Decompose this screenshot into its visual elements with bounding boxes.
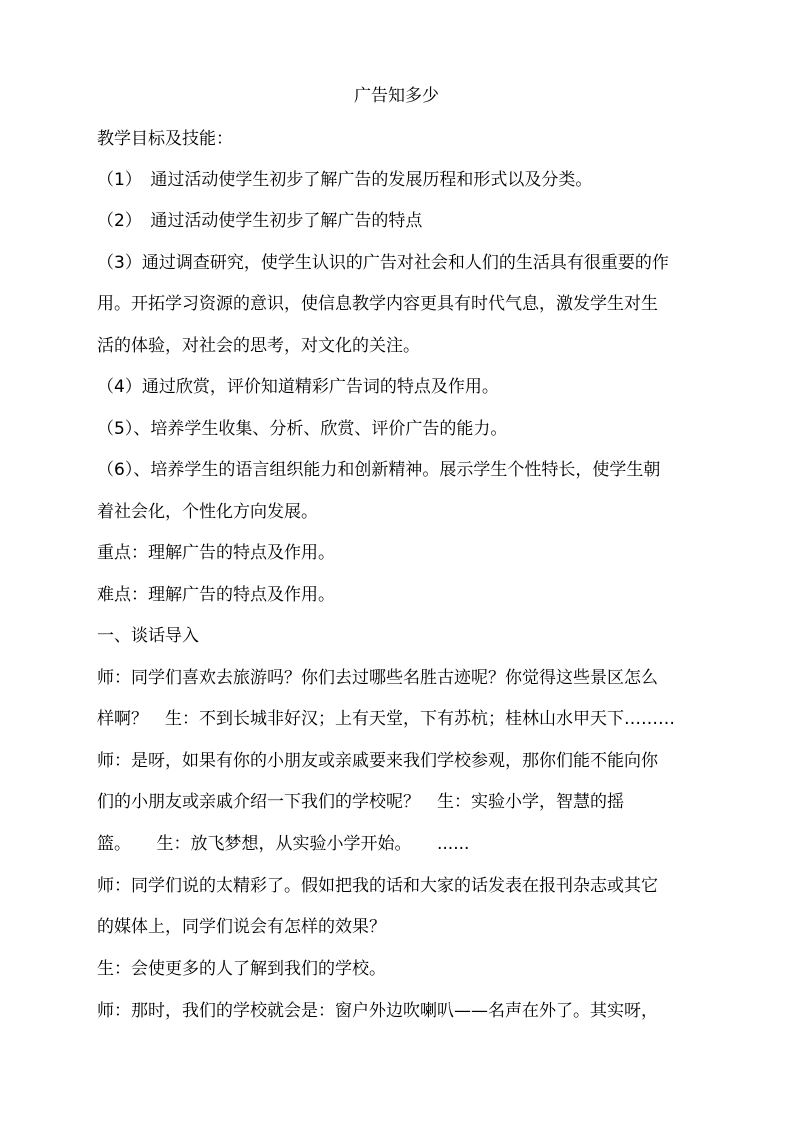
text-line: 样啊？ 生：不到长城非好汉；上有天堂，下有苏杭；桂林山水甲天下……… bbox=[97, 709, 675, 729]
text-line: 着社会化，个性化方向发展。 bbox=[97, 502, 318, 522]
text-line: 师：同学们喜欢去旅游吗？你们去过哪些名胜古迹呢？你觉得这些景区怎么 bbox=[97, 668, 658, 688]
text-line: （4）通过欣赏，评价知道精彩广告词的特点及作用。 bbox=[97, 377, 499, 397]
text-line: （5）、培养学生收集、分析、欣赏、评价广告的能力。 bbox=[97, 419, 508, 439]
document-title: 广告知多少 bbox=[354, 86, 439, 106]
text-line: 篮。 生：放飞梦想，从实验小学开始。 ...... bbox=[97, 834, 470, 854]
text-line: 们的小朋友或亲戚介绍一下我们的学校呢？ 生：实验小学，智慧的摇 bbox=[97, 792, 624, 812]
section-heading: 一、谈话导入 bbox=[97, 626, 199, 646]
text-line: 教学目标及技能： bbox=[97, 129, 233, 149]
text-line: （6）、培养学生的语言组织能力和创新精神。展示学生个性特长，使学生朝 bbox=[97, 460, 661, 480]
text-line: 用。开拓学习资源的意识，使信息教学内容更具有时代气息，激发学生对生 bbox=[97, 294, 658, 314]
text-line: 重点：理解广告的特点及作用。 bbox=[97, 543, 335, 563]
text-line: 的媒体上，同学们说会有怎样的效果？ bbox=[97, 917, 386, 937]
text-line: （2） 通过活动使学生初步了解广告的特点 bbox=[97, 211, 423, 231]
text-line: （3）通过调查研究，使学生认识的广告对社会和人们的生活具有很重要的作 bbox=[97, 253, 669, 273]
text-line: 师：同学们说的太精彩了。假如把我的话和大家的话发表在报刊杂志或其它 bbox=[97, 876, 658, 896]
text-line: 活的体验，对社会的思考，对文化的关注。 bbox=[97, 336, 420, 356]
text-line: 生：会使更多的人了解到我们的学校。 bbox=[97, 959, 386, 979]
text-line: 师：是呀，如果有你的小朋友或亲戚要来我们学校参观，那你们能不能向你 bbox=[97, 751, 658, 771]
text-line: 难点：理解广告的特点及作用。 bbox=[97, 585, 335, 605]
text-line: （1） 通过活动使学生初步了解广告的发展历程和形式以及分类。 bbox=[97, 170, 593, 190]
text-line: 师：那时，我们的学校就会是：窗户外边吹喇叭——名声在外了。其实呀， bbox=[97, 1001, 658, 1021]
